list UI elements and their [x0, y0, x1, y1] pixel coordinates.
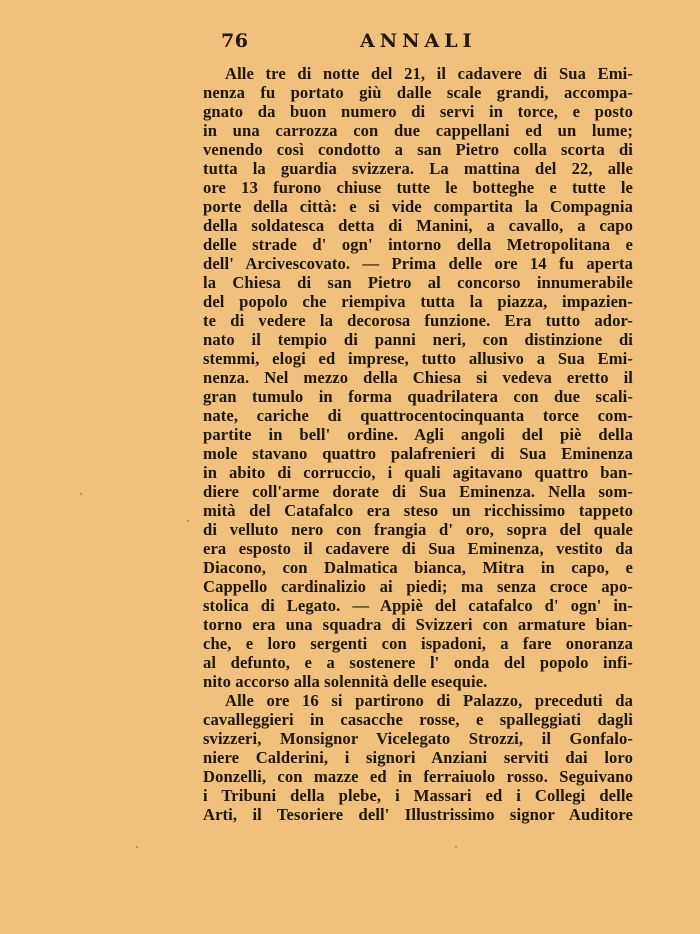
- text-line: nito accorso alla solennità delle esequie.: [203, 672, 488, 691]
- text-line: venendo così condotto a san Pietro colla scorta di: [203, 140, 633, 159]
- text-line: Donzelli, con mazze ed in ferraiuolo rosso. Seguivano: [203, 767, 633, 786]
- body-text: [203, 64, 633, 824]
- text-line: partite in bell' ordine. Agli angoli del piè della: [203, 425, 633, 444]
- paper-speck: [187, 520, 189, 522]
- text-line: nenza fu portato giù dalle scale grandi, accompa-: [203, 83, 633, 102]
- text-line: niere Calderini, i signori Anziani serviti dai loro: [203, 748, 633, 767]
- text-line: Diacono, con Dalmatica bianca, Mitra in capo, e: [203, 558, 633, 577]
- text-line: Cappello cardinalizio ai piedi; ma senza croce apo-: [203, 577, 633, 596]
- text-line: i Tribuni della plebe, i Massari ed i Collegi delle: [203, 786, 633, 805]
- text-line: stolica di Legato. — Appiè del catafalco d' ogn' in-: [203, 596, 633, 615]
- text-line: torno era una squadra di Svizzeri con armature bian-: [203, 615, 633, 634]
- text-line: stemmi, elogi ed imprese, tutto allusivo a Sua Emi-: [203, 349, 633, 368]
- text-line: che, e loro sergenti con ispadoni, a fare onoranza: [203, 634, 633, 653]
- text-line: del popolo che riempiva tutta la piazza, impazien-: [203, 292, 633, 311]
- text-line: gran tumulo in forma quadrilatera con due scali-: [203, 387, 633, 406]
- text-line: al defunto, e a sostenere l' onda del popolo infi-: [203, 653, 633, 672]
- text-line: svizzeri, Monsignor Vicelegato Strozzi, il Gonfalo-: [203, 729, 633, 748]
- page-header: [203, 30, 633, 56]
- text-line: Alle ore 16 si partirono di Palazzo, preceduti da: [225, 691, 633, 710]
- text-line: della soldatesca detta di Manini, a cavallo, a capo: [203, 216, 633, 235]
- text-line: ore 13 furono chiuse tutte le botteghe e tutte le: [203, 178, 633, 197]
- text-line: tutta la guardia svizzera. La mattina del 22, alle: [203, 159, 633, 178]
- paper-speck: [136, 846, 138, 848]
- paper-speck: [455, 846, 457, 848]
- text-line: cavalleggieri in casacche rosse, e spalleggiati dagli: [203, 710, 633, 729]
- text-line: in una carrozza con due cappellani ed un lume;: [203, 121, 633, 140]
- text-line: delle strade d' ogn' intorno della Metropolitana e: [203, 235, 633, 254]
- text-line: nenza. Nel mezzo della Chiesa si vedeva eretto il: [203, 368, 633, 387]
- text-line: in abito di corruccio, i quali agitavano quattro ban-: [203, 463, 633, 482]
- text-line: Alle tre di notte del 21, il cadavere di Sua Emi-: [225, 64, 633, 83]
- page-number: 76: [221, 30, 249, 52]
- text-line: te di vedere la decorosa funzione. Era tutto ador-: [203, 311, 633, 330]
- text-line: nato il tempio di panni neri, con distinzione di: [203, 330, 633, 349]
- text-line: Arti, il Tesoriere dell' Illustrissimo signor Auditore: [203, 805, 633, 824]
- text-line: di velluto nero con frangia d' oro, sopra del quale: [203, 520, 633, 539]
- text-line: la Chiesa di san Pietro al concorso innumerabile: [203, 273, 633, 292]
- paper-speck: [80, 493, 82, 495]
- text-line: mità del Catafalco era steso un ricchissimo tappeto: [203, 501, 633, 520]
- text-line: nate, cariche di quattrocentocinquanta torce com-: [203, 406, 633, 425]
- running-head: ANNALI: [360, 30, 477, 52]
- text-line: era esposto il cadavere di Sua Eminenza, vestito da: [203, 539, 633, 558]
- text-line: porte della città: e si vide compartita la Compagnia: [203, 197, 633, 216]
- text-line: dell' Arcivescovato. — Prima delle ore 14 fu aperta: [203, 254, 633, 273]
- text-line: diere coll'arme dorate di Sua Eminenza. Nella som-: [203, 482, 633, 501]
- text-line: mole stavano quattro palafrenieri di Sua Eminenza: [203, 444, 633, 463]
- text-line: gnato da buon numero di servi in torce, e posto: [203, 102, 633, 121]
